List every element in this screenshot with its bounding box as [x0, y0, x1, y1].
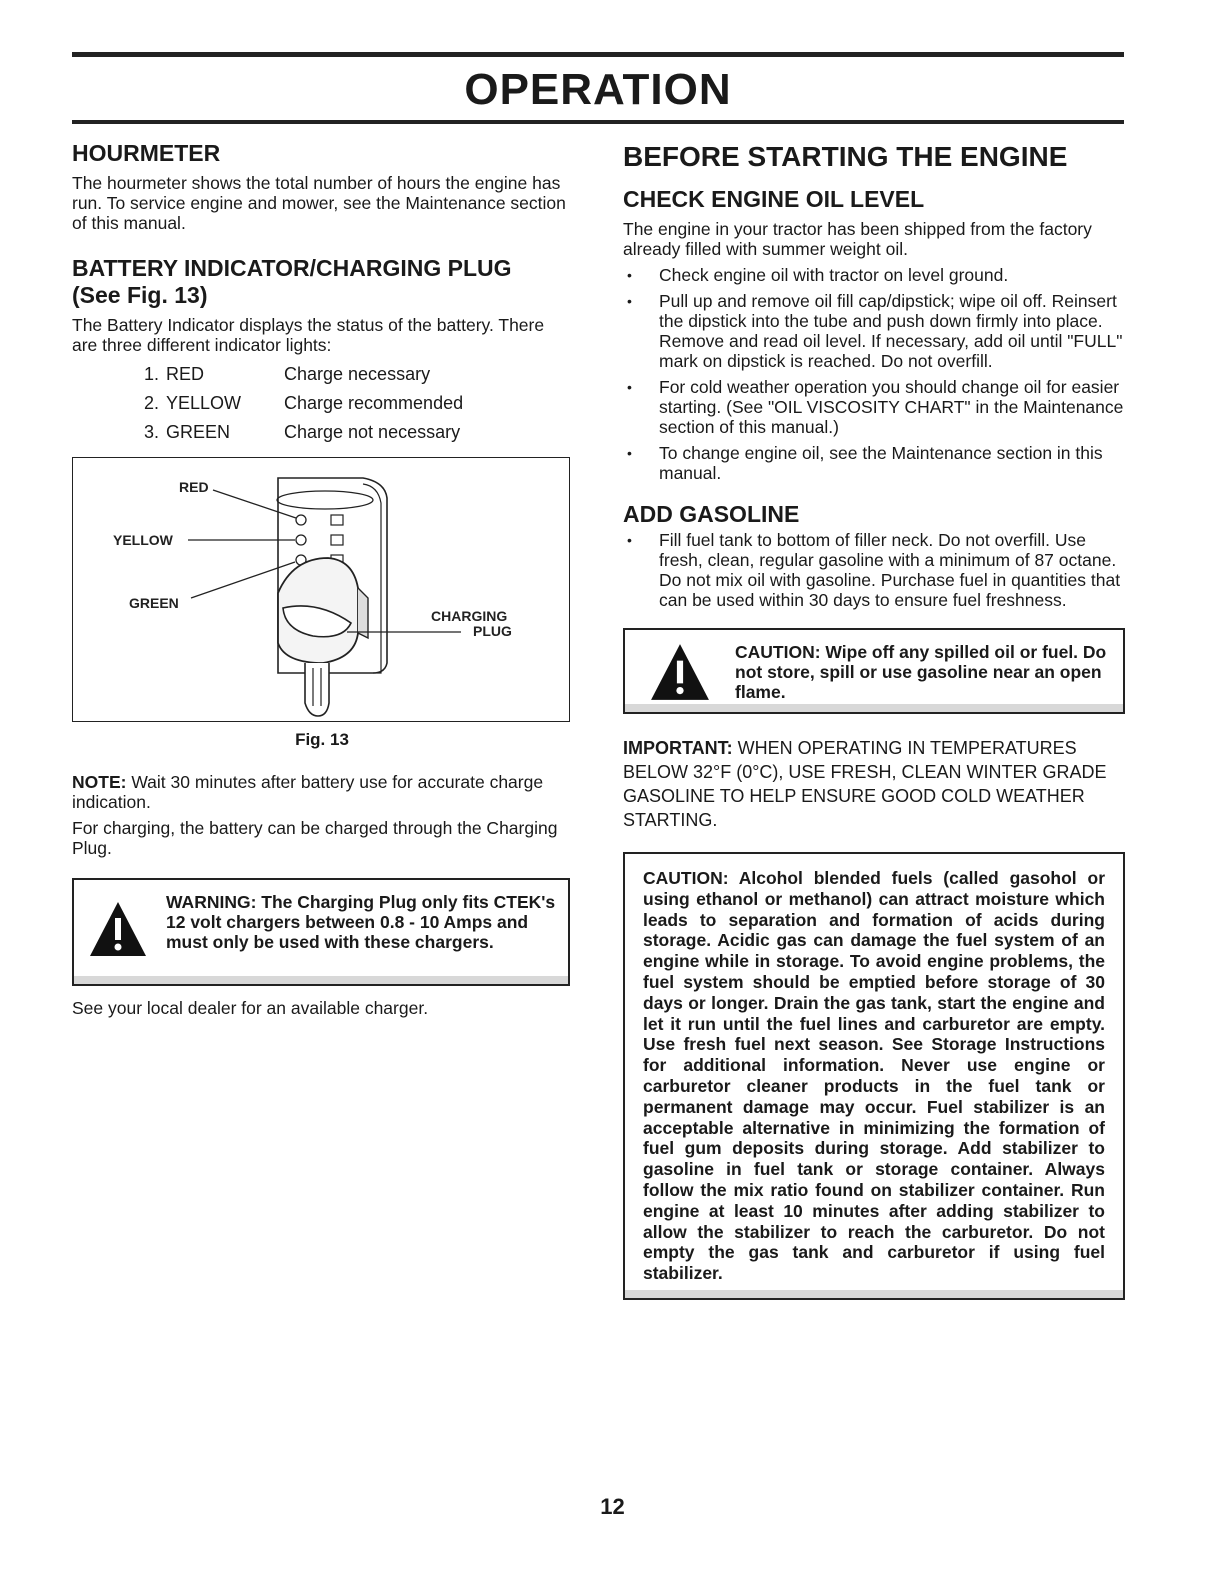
page-title: OPERATION: [464, 65, 732, 114]
warning-text: WARNING: The Charging Plug only fits CTEK's 12 volt chargers between 0.8 - 10 Amps and must only be used with these chargers.: [166, 892, 556, 952]
item-desc: Charge recommended: [284, 393, 464, 413]
oil-level-text: The engine in your tractor has been shipped from the factory already filled with summer weight oil.: [623, 219, 1092, 259]
item-number: 1.: [144, 364, 160, 384]
list-item: [144, 421, 572, 443]
caution-text-alcohol: CAUTION: Alcohol blended fuels (called gasohol or using ethanol or methanol) can attract moisture which leads to separation and formation of acids during storage. Acidic gas can damage the fuel system of an engine while in storage. To avoid engine problems, the fuel system should be emptied before storage of 30 days or longer. Drain the gas tank, start the engine and let it run until the fuel lines and carburetor are empty. Use fresh fuel next season. See Storage Instructions for additional information. Never use engine or carburetor cleaner products in the fuel tank or permanent damage may occur. Fuel stabilizer is an acceptable alternative in minimizing the formation of fuel gum deposits during storage. Add stabilizer to gasoline in fuel tank or storage container. Always follow the mix ratio found on stabilizer container. Run engine at least 10 minutes after adding stabilizer to allow the stabilizer to reach the carburetor. Do not empty the gas tank and carburetor if using fuel stabilizer.: [643, 868, 1105, 1284]
page-number: 12: [600, 1494, 625, 1519]
list-item: • Fill fuel tank to bottom of filler neck. Do not overfill. Use fresh, clean, regular gasoline with a minimum of 87 octane. Do not mix oil with gasoline. Purchase fuel in quantities that can be used within 30 days to ensure fuel freshness.: [623, 530, 1125, 610]
label-plug: PLUG: [473, 623, 512, 639]
important-note: [623, 736, 1125, 832]
note-body: Wait 30 minutes after battery use for accurate charge indication.: [72, 772, 544, 812]
gasoline-bullets: [623, 530, 1125, 610]
list-item: • To change engine oil, see the Maintenance section in this manual.: [623, 443, 1125, 483]
list-item: [144, 392, 572, 414]
oil-bullets: [623, 265, 1125, 483]
battery-heading: [72, 255, 572, 309]
caution-text-fuel: CAUTION: Wipe off any spilled oil or fuel. Do not store, spill or use gasoline near an open flame.: [735, 642, 1107, 702]
list-item: • For cold weather operation you should change oil for easier starting. (See "OIL VISCOSITY CHART" in the Maintenance section of this manual.): [623, 377, 1125, 437]
battery-text: The Battery Indicator displays the status of the battery. There are three different indicator lights:: [72, 315, 545, 355]
label-green: GREEN: [129, 595, 179, 611]
before-starting-heading: BEFORE STARTING THE ENGINE: [623, 141, 1068, 172]
note-label: NOTE:: [72, 772, 127, 792]
hourmeter-text: The hourmeter shows the total number of hours the engine has run. To service engine and mower, see the Maintenance section of this manual.: [72, 173, 566, 233]
list-item: • Pull up and remove oil fill cap/dipstick; wipe oil off. Reinsert the dipstick into the tube and push down firmly into place. Remove and read oil level. If necessary, add oil until "FULL" mark on dipstick is reached. Do not overfill.: [623, 291, 1125, 371]
item-desc: Charge not necessary: [284, 422, 461, 442]
item-color: YELLOW: [166, 393, 242, 413]
caution-box-fuel: [623, 628, 1125, 714]
hourmeter-heading: HOURMETER: [72, 140, 221, 166]
list-item: [144, 363, 572, 385]
warning-triangle-icon: [649, 642, 711, 702]
figure-13: [72, 457, 570, 722]
left-column: [72, 140, 572, 1018]
battery-heading-line2: (See Fig. 13): [72, 282, 208, 308]
important-text: WHEN OPERATING IN TEMPERATURES BELOW 32°F (0°C), USE FRESH, CLEAN WINTER GRADE GASOLINE TO HELP ENSURE GOOD COLD WEATHER STARTING.: [623, 738, 1107, 830]
warning-triangle-icon: [88, 900, 148, 958]
label-yellow: YELLOW: [113, 532, 173, 548]
top-rule: [72, 52, 1124, 57]
item-desc: Charge necessary: [284, 364, 431, 384]
title-rule: [72, 120, 1124, 124]
label-red: RED: [179, 479, 209, 495]
item-color: GREEN: [166, 422, 231, 442]
note-text: [72, 772, 572, 812]
item-color: RED: [166, 364, 205, 384]
right-column: [623, 140, 1125, 1300]
warning-box: [72, 878, 570, 986]
indicator-list: [144, 363, 572, 443]
label-charging: CHARGING: [431, 608, 508, 624]
figure-caption: Fig. 13: [295, 730, 349, 749]
dealer-text: See your local dealer for an available charger.: [72, 998, 429, 1018]
charging-text: For charging, the battery can be charged through the Charging Plug.: [72, 818, 558, 858]
battery-heading-line1: BATTERY INDICATOR/CHARGING PLUG: [72, 255, 512, 281]
battery-indicator-illustration: [73, 458, 568, 720]
caution-box-alcohol: [623, 852, 1125, 1300]
add-gasoline-heading: ADD GASOLINE: [623, 501, 800, 527]
important-label: IMPORTANT:: [623, 738, 733, 758]
oil-level-heading: CHECK ENGINE OIL LEVEL: [623, 186, 925, 212]
item-number: 2.: [144, 393, 160, 413]
list-item: • Check engine oil with tractor on level ground.: [623, 265, 1125, 285]
item-number: 3.: [144, 422, 160, 442]
